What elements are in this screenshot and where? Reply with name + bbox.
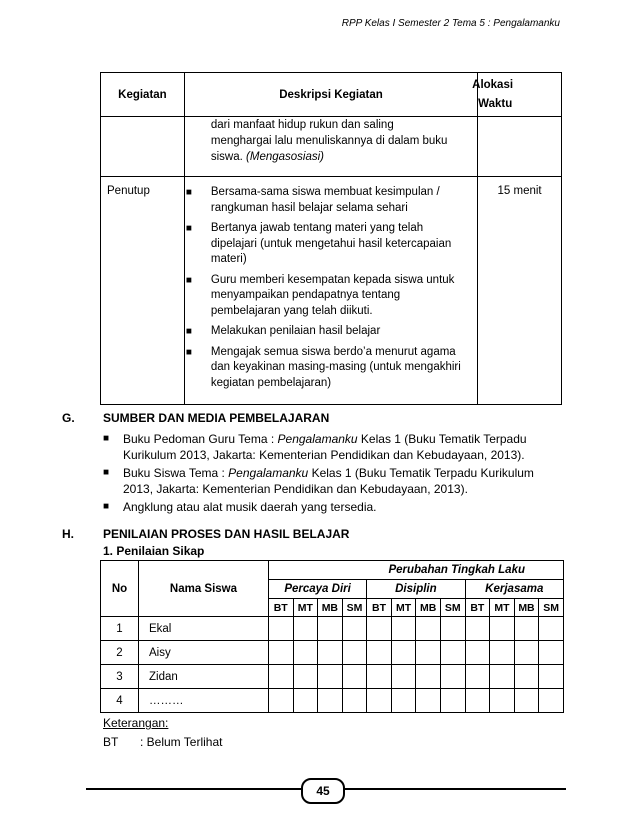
penutup-label: Penutup <box>101 177 185 405</box>
row-no: 1 <box>101 617 139 641</box>
keterangan-code: BT <box>103 735 119 749</box>
score-cell <box>367 617 392 641</box>
bullet-square-icon: ■ <box>103 501 110 512</box>
score-cell <box>391 689 416 713</box>
keterangan-title: Keterangan: <box>103 716 169 730</box>
score-cell <box>440 689 465 713</box>
bullet-square-icon: ■ <box>185 187 192 198</box>
score-cell <box>490 665 515 689</box>
source-item: ■ Angklung atau alat musik daerah yang tersedia. <box>103 500 377 514</box>
group-header: Kerjasama <box>465 580 563 599</box>
continuation-text: dari manfaat hidup rukun dan saling menghargai lalu menuliskannya di dalam buku siswa. (Mengasosiasi) <box>184 117 477 177</box>
score-cell <box>440 665 465 689</box>
subcol-header: BT <box>465 599 490 617</box>
running-header: RPP Kelas I Semester 2 Tema 5 : Pengalamanku <box>341 18 560 29</box>
score-cell <box>367 689 392 713</box>
source-item: ■ Buku Pedoman Guru Tema : Pengalamanku Kelas 1 (Buku Tematik Terpadu Kurikulum 2013, Jakarta: Kementerian Pendidikan dan Kebudayaan, 2013). <box>103 432 527 462</box>
score-cell <box>539 617 564 641</box>
subcol-header: MT <box>490 599 515 617</box>
subcol-header: BT <box>367 599 392 617</box>
score-cell <box>342 689 367 713</box>
score-cell <box>465 641 490 665</box>
score-cell <box>268 641 293 665</box>
table-row <box>101 665 564 689</box>
score-cell <box>539 641 564 665</box>
subcol-header: MB <box>318 599 343 617</box>
penutup-bullet: ■ Mengajak semua siswa berdo’a menurut agama dan keyakinan masing-masing (untuk mengakhiri kegiatan pembelajaran) <box>185 345 461 389</box>
score-cell <box>318 617 343 641</box>
score-cell <box>416 641 441 665</box>
activity-table <box>100 72 562 405</box>
score-cell <box>514 641 539 665</box>
section-g-letter: G. <box>62 411 75 425</box>
col-no: No <box>101 561 139 617</box>
table-row <box>101 617 564 641</box>
col-name: Nama Siswa <box>138 561 268 617</box>
bullet-square-icon: ■ <box>185 326 192 337</box>
score-cell <box>318 689 343 713</box>
score-cell <box>293 617 318 641</box>
score-cell <box>293 641 318 665</box>
score-cell <box>514 665 539 689</box>
score-cell <box>465 689 490 713</box>
header-alokasi: Alokasi Waktu <box>478 73 562 117</box>
section-h-title: PENILAIAN PROSES DAN HASIL BELAJAR <box>103 527 350 541</box>
row-no: 4 <box>101 689 139 713</box>
penutup-bullet: ■ Bersama-sama siswa membuat kesimpulan / rangkuman hasil belajar selama sehari <box>185 186 440 214</box>
score-cell <box>367 665 392 689</box>
bullet-square-icon: ■ <box>185 346 192 358</box>
score-cell <box>293 665 318 689</box>
score-cell <box>514 617 539 641</box>
assessment-table <box>100 560 564 713</box>
score-cell <box>268 689 293 713</box>
table-row <box>101 689 564 713</box>
section-h-letter: H. <box>62 527 74 541</box>
group-header: Percaya Diri <box>268 580 366 599</box>
score-cell <box>490 617 515 641</box>
score-cell <box>440 617 465 641</box>
table-row <box>101 641 564 665</box>
row-name: Aisy <box>138 641 268 665</box>
score-cell <box>342 617 367 641</box>
row-no: 3 <box>101 665 139 689</box>
score-cell <box>367 641 392 665</box>
penutup-bullet: ■ Guru memberi kesempatan kepada siswa untuk menyampaikan pendapatnya tentang pembelajaran yang telah diikuti. <box>185 273 455 317</box>
bullet-square-icon: ■ <box>103 433 110 444</box>
score-cell <box>465 665 490 689</box>
group-title: Perubahan Tingkah Laku <box>268 561 563 580</box>
score-cell <box>514 689 539 713</box>
subcol-header: BT <box>268 599 293 617</box>
group-header: Disiplin <box>367 580 465 599</box>
score-cell <box>342 665 367 689</box>
score-cell <box>440 641 465 665</box>
subcol-header: MB <box>514 599 539 617</box>
penutup-bullet: ■ Melakukan penilaian hasil belajar <box>185 324 471 340</box>
section-g-title: SUMBER DAN MEDIA PEMBELAJARAN <box>103 411 330 425</box>
score-cell <box>416 689 441 713</box>
score-cell <box>490 689 515 713</box>
source-item: ■ Buku Siswa Tema : Pengalamanku Kelas 1 (Buku Tematik Terpadu Kurikulum 2013, Jakarta: Kementerian Pendidikan dan Kebudayaan, 2013). <box>103 466 534 496</box>
bullet-square-icon: ■ <box>185 223 192 234</box>
score-cell <box>539 665 564 689</box>
subcol-header: MT <box>391 599 416 617</box>
penutup-time: 15 menit <box>478 177 562 405</box>
row-name: ……… <box>138 689 268 713</box>
header-kegiatan: Kegiatan <box>101 73 185 117</box>
subcol-header: MB <box>416 599 441 617</box>
score-cell <box>416 617 441 641</box>
score-cell <box>293 689 318 713</box>
penutup-bullets <box>185 185 471 391</box>
section-h-subtitle: 1. Penilaian Sikap <box>103 544 205 558</box>
score-cell <box>391 617 416 641</box>
subcol-header: SM <box>342 599 367 617</box>
subcol-header: MT <box>293 599 318 617</box>
score-cell <box>391 665 416 689</box>
row-name: Zidan <box>138 665 268 689</box>
score-cell <box>465 617 490 641</box>
score-cell <box>342 641 367 665</box>
score-cell <box>539 689 564 713</box>
score-cell <box>391 641 416 665</box>
score-cell <box>268 665 293 689</box>
penutup-bullet: ■ Bertanya jawab tentang materi yang telah dipelajari (untuk mengetahui hasil ketercapaian materi) <box>185 222 452 265</box>
header-deskripsi: Deskripsi Kegiatan <box>184 73 477 117</box>
score-cell <box>268 617 293 641</box>
score-cell <box>416 665 441 689</box>
score-cell <box>318 665 343 689</box>
row-no: 2 <box>101 641 139 665</box>
score-cell <box>318 641 343 665</box>
score-cell <box>490 641 515 665</box>
subcol-header: SM <box>440 599 465 617</box>
source-list <box>103 431 563 517</box>
bullet-square-icon: ■ <box>103 467 110 478</box>
page-number: 45 <box>301 778 345 804</box>
row-name: Ekal <box>138 617 268 641</box>
keterangan-desc: : Belum Terlihat <box>140 735 223 749</box>
bullet-square-icon: ■ <box>185 274 192 286</box>
subcol-header: SM <box>539 599 564 617</box>
